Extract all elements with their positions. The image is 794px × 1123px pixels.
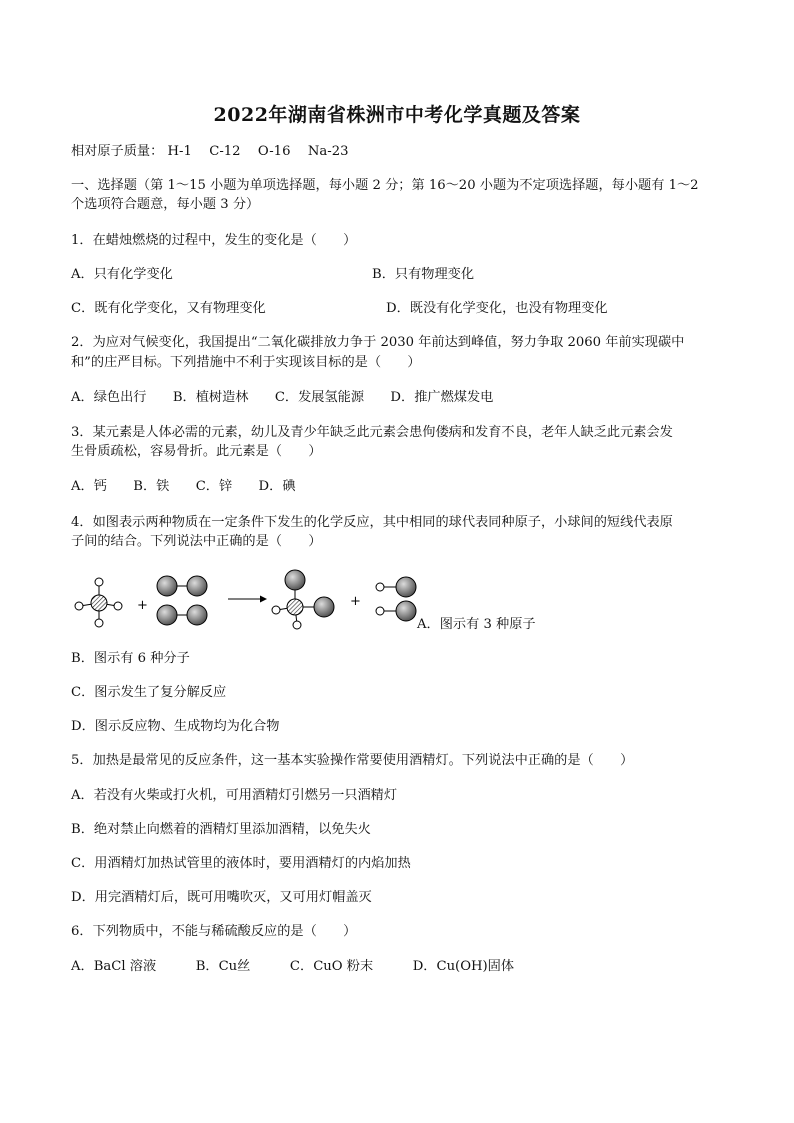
reactant-molecule-2 — [157, 576, 207, 625]
q1-option-b: B．只有物理变化 — [372, 267, 475, 282]
q1-option-a: A．只有化学变化 — [71, 267, 173, 282]
q3-stem-line2: 生骨质疏松，容易骨折。此元素是（ ） — [71, 444, 322, 459]
q5-option-d: D．用完酒精灯后，既可用嘴吹灭，又可用灯帽盖灭 — [71, 890, 372, 905]
q6-stem: 6．下列物质中，不能与稀硫酸反应的是（ ） — [71, 924, 357, 939]
q1-option-d: D．既没有化学变化，也没有物理变化 — [386, 301, 608, 316]
product-molecule-2 — [376, 577, 416, 621]
q4-option-d: D．图示反应物、生成物均为化合物 — [71, 719, 280, 734]
q5-option-c: C．用酒精灯加热试管里的液体时，要用酒精灯的内焰加热 — [71, 856, 411, 871]
plus-sign: + — [137, 598, 148, 613]
section-header-cont: 个选项符合题意，每小题 3 分） — [71, 197, 260, 212]
q3-stem-line1: 3．某元素是人体必需的元素，幼儿及青少年缺乏此元素会患佝偻病和发育不良，老年人缺乏此元素会发 — [71, 425, 673, 440]
q1-option-c: C．既有化学变化，又有物理变化 — [71, 301, 266, 316]
q1-stem: 1．在蜡烛燃烧的过程中，发生的变化是（ ） — [71, 233, 357, 248]
reactant-molecule-1 — [75, 578, 122, 627]
q6-options: A．BaCl 溶液 B．Cu丝 C．CuO 粉末 D．Cu(OH)固体 — [71, 959, 515, 974]
q2-stem-line2: 和”的庄严目标。下列措施中不利于实现该目标的是（ ） — [71, 355, 421, 370]
q2-options: A．绿色出行 B．植树造林 C．发展氢能源 D．推广燃煤发电 — [71, 390, 494, 405]
q5-option-b: B．绝对禁止向燃着的酒精灯里添加酒精，以免失火 — [71, 822, 371, 837]
plus-sign: + — [350, 594, 361, 609]
q5-stem: 5．加热是最常见的反应条件，这一基本实验操作常要使用酒精灯。下列说法中正确的是（ ） — [71, 753, 634, 768]
page-title: 2022年湖南省株洲市中考化学真题及答案 — [213, 104, 581, 126]
q5-option-a: A．若没有火柴或打火机，可用酒精灯引燃另一只酒精灯 — [71, 788, 398, 803]
reaction-arrow — [228, 596, 267, 603]
q4-option-c: C．图示发生了复分解反应 — [71, 685, 227, 700]
q4-option-a: A．图示有 3 种原子 — [417, 617, 536, 632]
q4-stem-line1: 4．如图表示两种物质在一定条件下发生的化学反应，其中相同的球代表同种原子，小球间的短线代表原 — [71, 515, 673, 530]
atomic-mass-line: 相对原子质量： H-1 C-12 O-16 Na-23 — [71, 144, 349, 159]
q3-options: A．钙 B．铁 C．锌 D．碘 — [71, 479, 296, 494]
product-molecule-1 — [272, 570, 334, 629]
q2-stem-line1: 2．为应对气候变化，我国提出“二氧化碳排放力争于 2030 年前达到峰值，努力争取 2060 年前实现碳中 — [71, 335, 685, 350]
q4-stem-line2: 子间的结合。下列说法中正确的是（ ） — [71, 534, 322, 549]
section-header: 一、选择题（第 1～15 小题为单项选择题，每小题 2 分；第 16～20 小题为不定项选择题，每小题有 1～2 — [71, 178, 699, 193]
q4-option-b: B．图示有 6 种分子 — [71, 651, 190, 666]
